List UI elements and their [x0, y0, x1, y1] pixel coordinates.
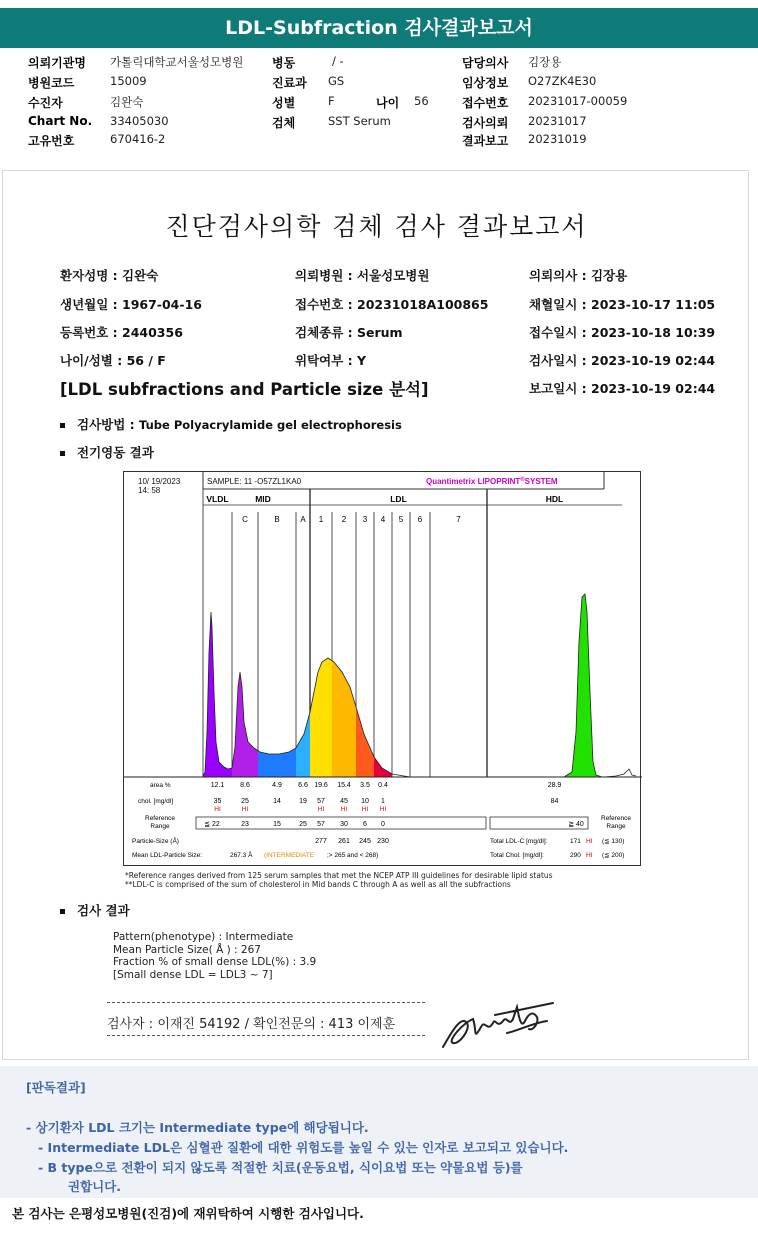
header-info [0, 54, 758, 154]
group-label-ldl: LDL [390, 494, 407, 504]
header-label: Chart No. [28, 114, 93, 128]
total-chol-label: Total Chol. [mg/dl]: [490, 852, 544, 859]
birth-date: 생년월일 : 1967-04-16 [60, 297, 202, 312]
method-line [60, 415, 402, 433]
header-value: 33405030 [110, 114, 169, 128]
report-title: 진단검사의학 검체 검사 결과보고서 [165, 212, 588, 241]
header-label: 검체 [272, 116, 296, 130]
group-label-hdl: HDL [545, 494, 564, 504]
divider [107, 1002, 425, 1003]
divider [107, 1035, 425, 1036]
header-value: 15009 [110, 74, 147, 88]
chart-date: 10/ 19/2023 [138, 477, 181, 486]
band-label-a: A [300, 515, 306, 524]
referring-hospital: 의뢰병원 : 서울성모병원 [295, 268, 430, 283]
header-value: 가톨릭대학교서울성모병원 [110, 55, 244, 69]
footnote-ldlc: **LDL-C is comprised of the sum of cholesterol in Mid bands C through A as well as all the subfractions [125, 880, 511, 889]
header-label: 임상정보 [462, 76, 509, 90]
header-value: 20231017-00059 [528, 94, 628, 108]
judgement-title: [판독결과] [26, 1080, 86, 1095]
bullet-icon [60, 451, 65, 456]
collection-time: 채혈일시 : 2023-10-17 11:05 [529, 297, 716, 312]
mean-size-pattern: (INTERMEDIATE [264, 852, 315, 859]
result-definition: [Small dense LDL = LDL3 ~ 7] [113, 968, 273, 981]
area-band-hdl [564, 594, 602, 777]
band-label-5: 5 [398, 515, 404, 524]
electro-label: 전기영동 결과 [77, 445, 154, 460]
band-label-1: 1 [318, 515, 324, 524]
particle-size-2: 261 [338, 838, 350, 845]
section-heading: [LDL subfractions and Particle size 분석] [60, 380, 429, 399]
area-value-b: 4.9 [272, 782, 282, 789]
header-label: 나이 [376, 96, 400, 110]
chart-brand: Quantimetrix LIPOPRINT®SYSTEM [426, 477, 558, 486]
footer-note: 본 검사는 은평성모병원(진검)에 재위탁하여 시행한 검사입니다. [12, 1206, 364, 1221]
area-value-4: 0.4 [378, 782, 388, 789]
chol-value-4: 1 [381, 798, 385, 805]
ref-value-b: 15 [273, 821, 281, 828]
header-value: / - [332, 54, 344, 68]
area-value-c: 8.6 [240, 782, 250, 789]
header-label: 고유번호 [28, 134, 75, 148]
results-block [113, 931, 316, 981]
header-value: 56 [414, 94, 429, 108]
ref-value-4: 0 [381, 821, 385, 828]
header-value: 김장용 [528, 55, 562, 69]
judgement-line: - B type으로 전환이 되지 않도록 적절한 치료(운동요법, 식이요법 또는 약물요법 등)를 [38, 1160, 523, 1175]
area-band-b [258, 748, 296, 777]
ref-value-c: 23 [241, 821, 249, 828]
area-value-hdl: 28.9 [547, 782, 562, 789]
header-label: 성별 [272, 96, 296, 110]
area-band-1 [310, 658, 332, 777]
header-value: SST Serum [328, 114, 391, 128]
header-value: 20231017 [528, 114, 587, 128]
particle-size-label: Particle-Size (Å) [132, 838, 179, 845]
header-label: 의뢰기관명 [28, 56, 86, 70]
header-label: 진료과 [272, 76, 307, 90]
ref-value-2: 30 [340, 821, 348, 828]
particle-size-4: 230 [377, 838, 389, 845]
header-label: 결과보고 [462, 134, 509, 148]
particle-size-1: 277 [315, 838, 327, 845]
chol-flag-c: HI [241, 806, 249, 813]
group-label-mid: MID [255, 494, 271, 504]
receipt-time: 접수일시 : 2023-10-18 10:39 [529, 325, 716, 340]
band-label-2: 2 [341, 515, 347, 524]
test-time: 검사일시 : 2023-10-19 02:44 [529, 353, 716, 368]
referring-doctor: 의뢰의사 : 김장용 [529, 268, 628, 283]
ref-value-vldl: ≦ 22 [204, 821, 220, 828]
total-ldl-value: 171 [570, 838, 581, 845]
band-label-3: 3 [362, 515, 368, 524]
chol-value-b: 14 [273, 798, 281, 805]
group-label-vldl: VLDL [206, 494, 229, 504]
bullet-icon [60, 909, 65, 914]
ref-value-a: 25 [299, 821, 307, 828]
chol-flag-3: HI [361, 806, 369, 813]
ref-label-right: Reference [601, 815, 631, 822]
area-label: area % [150, 782, 171, 789]
chol-flag-4: HI [379, 806, 387, 813]
signature-icon [437, 993, 567, 1055]
receipt-number: 접수번호 : 20231018A100865 [295, 297, 489, 312]
header-value: F [328, 94, 335, 108]
ref-label-left: Range [150, 823, 170, 830]
footnote-reference: *Reference ranges derived from 125 serum samples that met the NCEP ATP III guidelines for desirable lipid status [125, 871, 553, 880]
results-label: 검사 결과 [77, 903, 130, 918]
header-value: 20231019 [528, 132, 587, 146]
band-label-b: B [274, 515, 280, 524]
total-ldl-flag: HI [586, 838, 593, 845]
result-mean-size: Mean Particle Size( Å ) : 267 [113, 943, 261, 956]
bullet-icon [60, 423, 65, 428]
specimen-type: 검체종류 : Serum [295, 325, 403, 340]
electro-line [60, 443, 154, 461]
area-value-3: 3.5 [360, 782, 370, 789]
chol-value-3: 10 [361, 798, 369, 805]
area-value-vldl: 12.1 [210, 782, 225, 789]
method-label: 검사방법 : [77, 417, 140, 432]
electrophoresis-chart [123, 471, 641, 866]
band-label-c: C [242, 515, 248, 524]
header-value: 김완숙 [110, 95, 144, 109]
registration-number: 등록번호 : 2440356 [60, 325, 183, 340]
judgement-line: - Intermediate LDL은 심혈관 질환에 대한 위험도를 높일 수 있는 인자로 보고되고 있습니다. [38, 1140, 569, 1155]
chol-label: chol. [mg/dl] [138, 798, 174, 805]
total-chol-value: 290 [570, 852, 581, 859]
chart-sample: SAMPLE: 11 -O57ZL1KA0 [207, 477, 302, 486]
chol-value-hdl: 84 [550, 798, 559, 805]
chol-value-2: 45 [340, 798, 348, 805]
total-chol-flag: HI [586, 852, 593, 859]
chol-flag-2: HI [340, 806, 348, 813]
chol-value-vldl: 35 [213, 798, 222, 805]
ref-value-1: 57 [317, 821, 325, 828]
chol-value-c: 25 [241, 798, 249, 805]
ref-label-left: Reference [145, 815, 175, 822]
method-value: Tube Polyacrylamide gel electrophoresis [139, 418, 402, 432]
header-label: 병동 [272, 56, 296, 70]
judgement-line: 권합니다. [68, 1179, 122, 1194]
chart-time: 14: 58 [138, 486, 161, 495]
result-pattern: Pattern(phenotype) : Intermediate [113, 931, 294, 943]
patient-name: 환자성명 : 김완숙 [60, 268, 159, 283]
judgement-box [0, 1066, 758, 1198]
total-chol-ref: (≦ 200) [602, 852, 625, 859]
report-time: 보고일시 : 2023-10-19 02:44 [529, 381, 716, 396]
mean-size-value: 267.3 Å [230, 852, 253, 859]
chol-value-1: 57 [317, 798, 325, 805]
consignment: 위탁여부 : Y [295, 353, 367, 368]
chol-value-a: 19 [299, 798, 307, 805]
area-value-2: 15.4 [337, 782, 351, 789]
header-label: 담당의사 [462, 56, 509, 70]
embedded-report [2, 170, 749, 1060]
age-sex: 나이/성별 : 56 / F [60, 353, 166, 368]
header-value: 670416-2 [110, 132, 166, 146]
ref-value-hdl: ≧ 40 [568, 821, 584, 828]
header-label: 병원코드 [28, 76, 75, 90]
area-value-1: 19.6 [314, 782, 328, 789]
header-label: 검사의뢰 [462, 116, 509, 130]
header-label: 접수번호 [462, 96, 509, 110]
ref-value-3: 6 [363, 821, 367, 828]
electrophoresis-svg [124, 472, 642, 867]
chol-flag-1: HI [317, 806, 325, 813]
total-ldl-label: Total LDL-C [mg/dl]: [490, 838, 548, 845]
density-tail [604, 769, 636, 777]
header-value: O27ZK4E30 [528, 74, 597, 88]
band-label-6: 6 [417, 515, 423, 524]
mean-size-range: ;> 265 and < 268) [327, 852, 379, 859]
signer-line: 검사자 : 이재진 54192 / 확인전문의 : 413 이제훈 [107, 1017, 396, 1032]
header-label: 수진자 [28, 96, 63, 110]
header-value: GS [328, 74, 345, 88]
area-band-2 [332, 661, 356, 777]
ref-label-right: Range [606, 823, 626, 830]
result-fraction: Fraction % of small dense LDL(%) : 3.9 [113, 956, 317, 968]
results-line [60, 901, 130, 919]
particle-size-3: 245 [359, 838, 371, 845]
chol-flag-vldl: HI [214, 806, 221, 813]
area-band-4 [374, 757, 392, 777]
report-header-title: LDL-Subfraction 검사결과보고서 [0, 8, 758, 48]
area-value-a: 6.6 [298, 782, 308, 789]
band-label-7: 7 [456, 515, 461, 524]
band-label-4: 4 [380, 515, 386, 524]
mean-size-label: Mean LDL-Particle Size: [132, 852, 203, 859]
judgement-line: - 상기환자 LDL 크기는 Intermediate type에 해당됩니다. [26, 1120, 369, 1135]
total-ldl-ref: (≦ 130) [602, 838, 625, 845]
